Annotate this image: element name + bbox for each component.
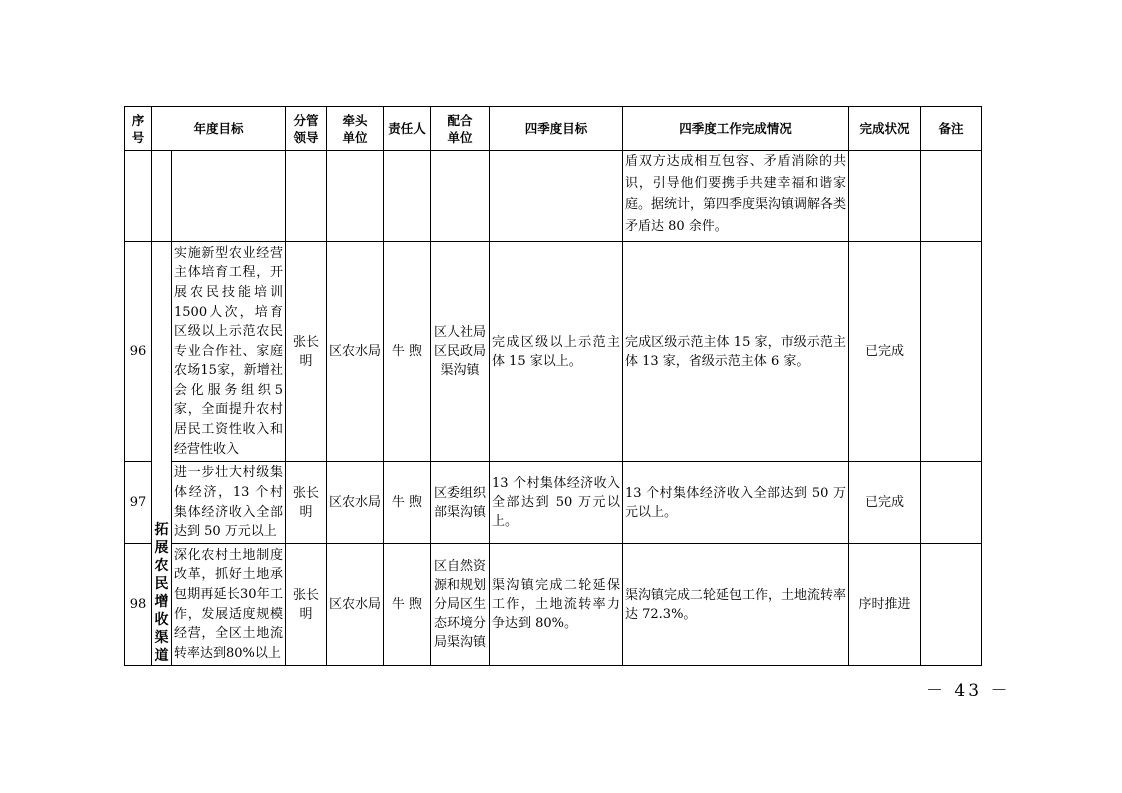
row-leader: 张长明 bbox=[286, 544, 327, 666]
row-goal: 进一步壮大村级集体经济，13 个村集体经济收入全部达到 50 万元以上 bbox=[172, 462, 286, 544]
row-note bbox=[921, 462, 982, 544]
cont-q4-status: 盾双方达成相互包容、矛盾消除的共识，引导他们要携手共建幸福和谐家庭。据统计，第四季度渠沟镇调解各类矛盾达 80 余件。 bbox=[623, 151, 849, 242]
row-responsible: 牛 煦 bbox=[384, 544, 431, 666]
row-leader: 张长明 bbox=[286, 242, 327, 462]
row-leader: 张长明 bbox=[286, 462, 327, 544]
row-note bbox=[921, 544, 982, 666]
row-q4-goal: 13 个村集体经济收入全部达到 50 万元以上。 bbox=[490, 462, 623, 544]
header-coop-unit: 配合单位 bbox=[431, 107, 490, 151]
row-goal: 深化农村土地制度改革，抓好土地承包期再延长30年工作，发展适度规模经营，全区土地流转率达到80%以上 bbox=[172, 544, 286, 666]
row-q4-status: 渠沟镇完成二轮延包工作，土地流转率达 72.3%。 bbox=[623, 544, 849, 666]
header-responsible: 责任人 bbox=[384, 107, 431, 151]
row-completion: 已完成 bbox=[849, 462, 921, 544]
header-seq: 序号 bbox=[125, 107, 152, 151]
header-completion: 完成状况 bbox=[849, 107, 921, 151]
row-completion: 序时推进 bbox=[849, 544, 921, 666]
cont-q4-goal bbox=[490, 151, 623, 242]
header-q4-status: 四季度工作完成情况 bbox=[623, 107, 849, 151]
table-row bbox=[125, 462, 982, 544]
row-seq: 97 bbox=[125, 462, 152, 544]
table-row bbox=[125, 544, 982, 666]
cont-completion bbox=[849, 151, 921, 242]
row-q4-status: 完成区级示范主体 15 家，市级示范主体 13 家，省级示范主体 6 家。 bbox=[623, 242, 849, 462]
category-cell bbox=[152, 242, 172, 666]
row-seq: 96 bbox=[125, 242, 152, 462]
row-completion: 已完成 bbox=[849, 242, 921, 462]
header-q4-goal: 四季度目标 bbox=[490, 107, 623, 151]
row-lead-unit: 区农水局 bbox=[327, 544, 384, 666]
header-row bbox=[125, 107, 982, 151]
row-responsible: 牛 煦 bbox=[384, 242, 431, 462]
row-seq: 98 bbox=[125, 544, 152, 666]
row-goal: 实施新型农业经营主体培育工程，开展农民技能培训1500人次，培育区级以上示范农民专业合作社、家庭农场15家，新增社会化服务组织5家，全面提升农村居民工资性收入和经营性收入 bbox=[172, 242, 286, 462]
row-note bbox=[921, 242, 982, 462]
category-label: 拓展农民增收渠道 bbox=[154, 522, 169, 664]
row-lead-unit: 区农水局 bbox=[327, 462, 384, 544]
cont-coop bbox=[431, 151, 490, 242]
cont-leader bbox=[286, 151, 327, 242]
row-lead-unit: 区农水局 bbox=[327, 242, 384, 462]
cont-category bbox=[152, 151, 172, 242]
cont-seq bbox=[125, 151, 152, 242]
cont-note bbox=[921, 151, 982, 242]
row-coop: 区人社局区民政局渠沟镇 bbox=[431, 242, 490, 462]
row-q4-goal: 完成区级以上示范主体 15 家以上。 bbox=[490, 242, 623, 462]
row-q4-goal: 渠沟镇完成二轮延保工作，土地流转率力争达到 80%。 bbox=[490, 544, 623, 666]
header-note: 备注 bbox=[921, 107, 982, 151]
row-responsible: 牛 煦 bbox=[384, 462, 431, 544]
header-annual-goal: 年度目标 bbox=[152, 107, 286, 151]
row-q4-status: 13 个村集体经济收入全部达到 50 万元以上。 bbox=[623, 462, 849, 544]
cont-goal bbox=[172, 151, 286, 242]
continuation-row bbox=[125, 151, 982, 242]
header-lead-unit: 牵头单位 bbox=[327, 107, 384, 151]
cont-lead-unit bbox=[327, 151, 384, 242]
row-coop: 区委组织部渠沟镇 bbox=[431, 462, 490, 544]
cont-responsible bbox=[384, 151, 431, 242]
page-number: － 43 － bbox=[926, 681, 1011, 701]
table-row bbox=[125, 242, 982, 462]
work-targets-table bbox=[124, 106, 982, 666]
row-coop: 区自然资源和规划分局区生态环境分局渠沟镇 bbox=[431, 544, 490, 666]
header-leader: 分管领导 bbox=[286, 107, 327, 151]
